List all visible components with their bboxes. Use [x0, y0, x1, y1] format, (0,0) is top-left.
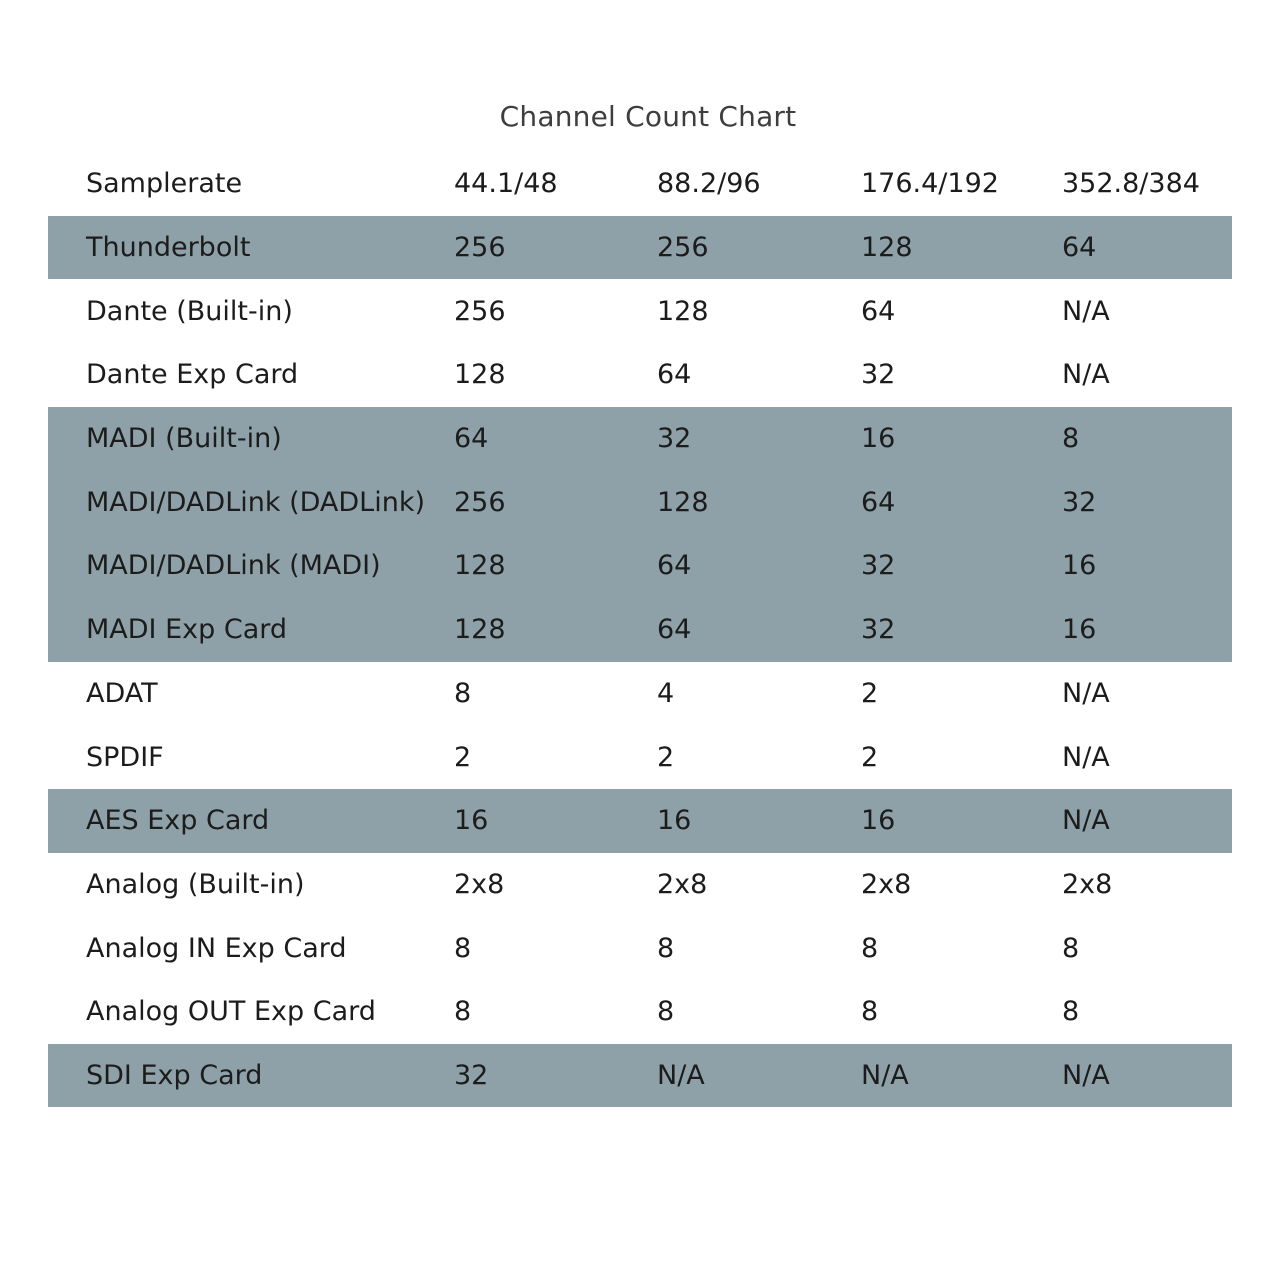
table-row — [48, 789, 1232, 853]
table-row — [48, 853, 1232, 917]
row-label: Analog OUT Exp Card — [86, 996, 376, 1028]
row-label: SDI Exp Card — [86, 1059, 263, 1091]
row-label: MADI Exp Card — [86, 614, 288, 646]
table-cell: N/A — [1062, 677, 1110, 709]
table-row — [48, 470, 1232, 534]
table-row — [48, 1044, 1232, 1108]
row-label: MADI/DADLink (MADI) — [86, 550, 381, 582]
header-cell: Samplerate — [86, 168, 243, 200]
table-cell: 8 — [861, 996, 879, 1028]
table-cell: 32 — [454, 1059, 489, 1091]
table-cell: 64 — [861, 295, 896, 327]
table-cell: 2x8 — [1062, 868, 1113, 900]
channel-count-table — [48, 152, 1232, 1107]
table-cell: 8 — [1062, 996, 1080, 1028]
table-row — [48, 725, 1232, 789]
table-cell: 8 — [1062, 932, 1080, 964]
table-cell: 32 — [861, 614, 896, 646]
table-cell: 2 — [454, 741, 472, 773]
table-cell: 128 — [657, 295, 709, 327]
table-cell: 8 — [657, 932, 675, 964]
row-label: MADI/DADLink (DADLink) — [86, 486, 426, 518]
table-cell: N/A — [1062, 359, 1110, 391]
table-cell: 64 — [657, 550, 692, 582]
table-cell: 256 — [454, 295, 506, 327]
table-cell: N/A — [657, 1059, 705, 1091]
table-cell: N/A — [861, 1059, 909, 1091]
table-cell: 16 — [1062, 550, 1097, 582]
row-label: ADAT — [86, 677, 158, 709]
table-cell: 64 — [861, 486, 896, 518]
table-row — [48, 534, 1232, 598]
table-cell: N/A — [1062, 805, 1110, 837]
table-cell: 2 — [657, 741, 675, 773]
table-cell: 32 — [657, 423, 692, 455]
row-label: Dante Exp Card — [86, 359, 299, 391]
table-cell: 8 — [454, 932, 472, 964]
header-cell: 44.1/48 — [454, 168, 558, 200]
table-cell: 8 — [454, 677, 472, 709]
row-label: SPDIF — [86, 741, 164, 773]
row-label: Dante (Built-in) — [86, 295, 293, 327]
table-cell: 64 — [1062, 232, 1097, 264]
table-cell: 16 — [1062, 614, 1097, 646]
table-row — [48, 407, 1232, 471]
table-cell: 128 — [657, 486, 709, 518]
table-cell: 32 — [1062, 486, 1097, 518]
header-cell: 88.2/96 — [657, 168, 761, 200]
table-cell: 16 — [657, 805, 692, 837]
table-cell: 128 — [454, 359, 506, 391]
table-row — [48, 216, 1232, 280]
table-cell: N/A — [1062, 1059, 1110, 1091]
table-cell: 8 — [454, 996, 472, 1028]
table-cell: 128 — [454, 550, 506, 582]
table-row — [48, 279, 1232, 343]
table-header-row — [48, 152, 1232, 216]
row-label: MADI (Built-in) — [86, 423, 282, 455]
row-label: Analog (Built-in) — [86, 868, 305, 900]
row-label: AES Exp Card — [86, 805, 270, 837]
table-cell: 8 — [657, 996, 675, 1028]
header-cell: 176.4/192 — [861, 168, 999, 200]
table-cell: 256 — [454, 486, 506, 518]
table-cell: 256 — [454, 232, 506, 264]
header-cell: 352.8/384 — [1062, 168, 1200, 200]
table-cell: 2x8 — [454, 868, 505, 900]
table-cell: 128 — [454, 614, 506, 646]
table-cell: 2x8 — [861, 868, 912, 900]
table-cell: 16 — [861, 423, 896, 455]
table-cell: 64 — [454, 423, 489, 455]
table-body — [48, 216, 1232, 1108]
table-row — [48, 916, 1232, 980]
table-cell: 256 — [657, 232, 709, 264]
table-cell: 2 — [861, 677, 879, 709]
table-cell: 16 — [454, 805, 489, 837]
table-cell: 64 — [657, 359, 692, 391]
table-cell: 32 — [861, 359, 896, 391]
table-cell: 128 — [861, 232, 913, 264]
table-cell: 2 — [861, 741, 879, 773]
page-title: Channel Count Chart — [499, 100, 797, 133]
table-cell: 2x8 — [657, 868, 708, 900]
table-cell: N/A — [1062, 741, 1110, 773]
table-row — [48, 662, 1232, 726]
table-row — [48, 598, 1232, 662]
table-cell: N/A — [1062, 295, 1110, 327]
table-cell: 64 — [657, 614, 692, 646]
table-cell: 8 — [1062, 423, 1080, 455]
table-cell: 8 — [861, 932, 879, 964]
table-cell: 32 — [861, 550, 896, 582]
table-cell: 16 — [861, 805, 896, 837]
table-row — [48, 343, 1232, 407]
row-label: Analog IN Exp Card — [86, 932, 347, 964]
table-cell: 4 — [657, 677, 675, 709]
row-label: Thunderbolt — [86, 232, 251, 264]
table-row — [48, 980, 1232, 1044]
